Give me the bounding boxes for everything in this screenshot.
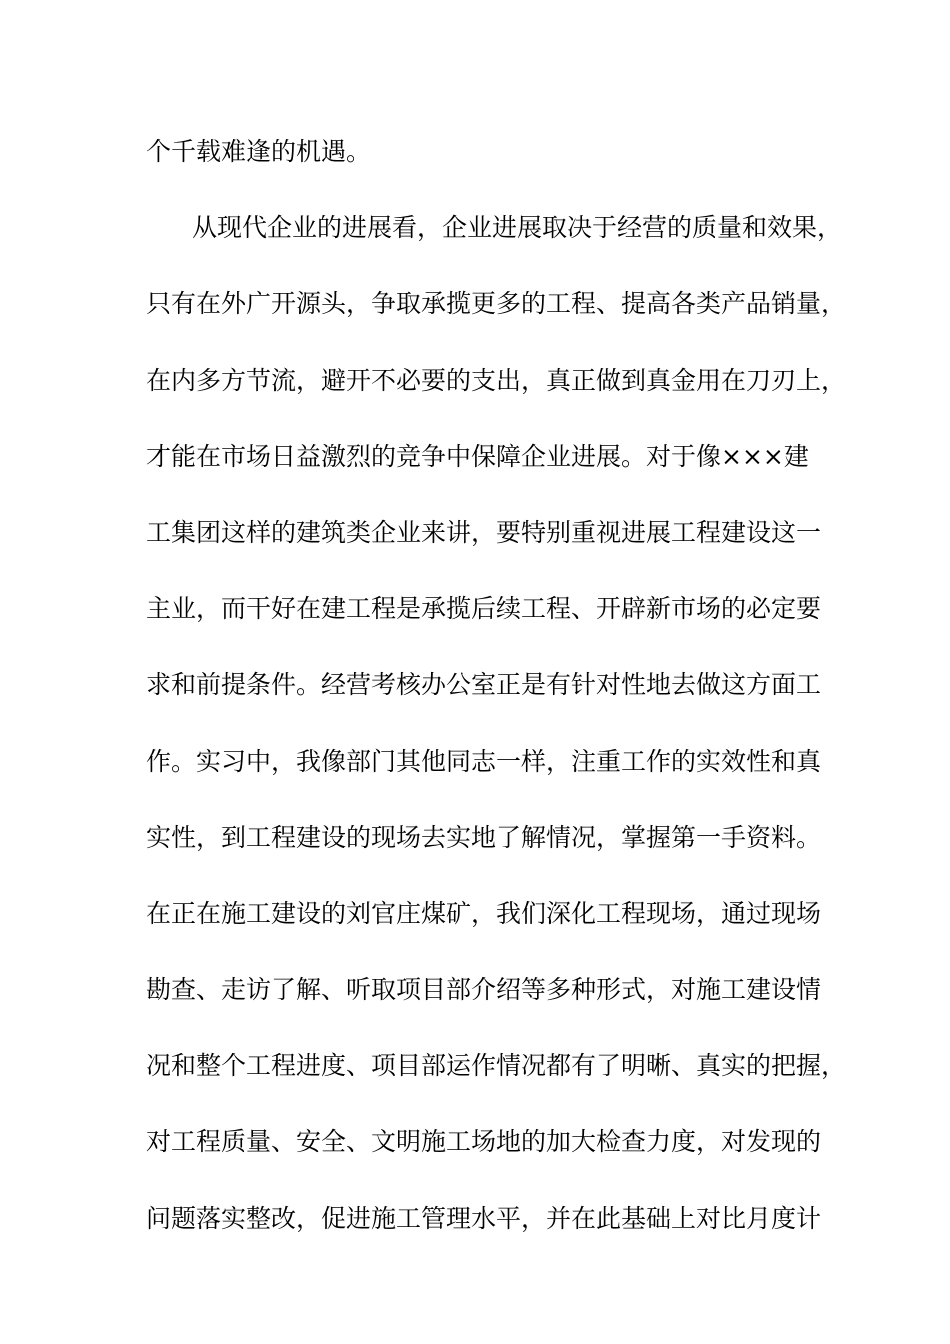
text-line: 况和整个工程进度、项目部运作情况都有了明晰、真实的把握， [146,1051,846,1081]
document-body [146,131,846,1274]
text-line: 勘查、走访了解、听取项目部介绍等多种形式，对施工建设情 [146,975,822,1005]
text-line: 只有在外广开源头，争取承揽更多的工程、提高各类产品销量， [146,289,846,319]
text-line: 实性，到工程建设的现场去实地了解情况，掌握第一手资料。 [146,822,822,852]
text-line: 在内多方节流，避开不必要的支出，真正做到真金用在刀刃上， [146,365,846,395]
text-line: 个千载难逢的机遇。 [146,137,372,166]
text-line: 才能在市场日益激烈的竞争中保障企业进展。对于像×××建 [146,441,809,471]
text-line: 在正在施工建设的刘官庄煤矿，我们深化工程现场，通过现场 [146,898,822,928]
text-line: 作。实习中，我像部门其他同志一样，注重工作的实效性和真 [146,746,822,776]
text-line: 主业，而干好在建工程是承揽后续工程、开辟新市场的必定要 [146,594,822,624]
paragraph-start-line: 从现代企业的进展看，企业进展取决于经营的质量和效果， [192,213,843,243]
text-line: 求和前提条件。经营考核办公室正是有针对性地去做这方面工 [146,670,822,700]
text-line: 问题落实整改，促进施工管理水平，并在此基础上对比月度计 [146,1203,822,1233]
text-line: 工集团这样的建筑类企业来讲，要特别重视进展工程建设这一 [146,517,822,547]
text-line: 对工程质量、安全、文明施工场地的加大检查力度，对发现的 [146,1127,822,1157]
